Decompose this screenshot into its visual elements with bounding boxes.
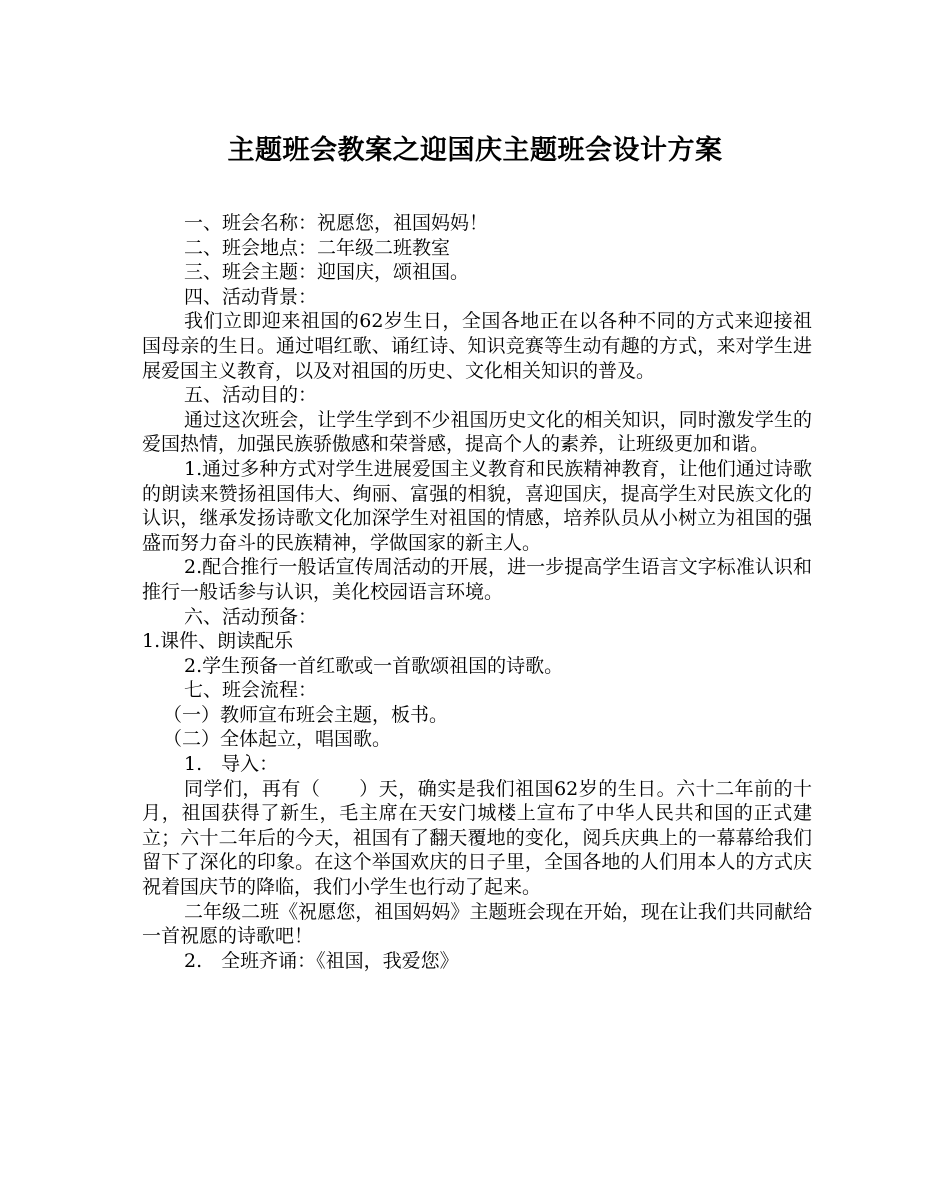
paragraph-activity-purpose: 通过这次班会，让学生学到不少祖国历史文化的相关知识，同时激发学生的爱国热情，加强民族骄傲感和荣誉感，提高个人的素养，让班级更加和谐。 [142, 408, 812, 456]
paragraph-class-meeting-theme: 三、班会主题：迎国庆，颂祖国。 [184, 261, 470, 284]
heading-activity-background: 四、活动背景： [184, 285, 318, 308]
heading-class-recitation: 2. 全班齐诵：《祖国，我爱您》 [184, 949, 459, 972]
heading-introduction: 1. 导入： [184, 753, 279, 776]
paragraph-process-step-2: （二）全体起立，唱国歌。 [163, 728, 392, 751]
paragraph-process-step-1: （一）教师宣布班会主题，板书。 [163, 703, 449, 726]
paragraph-preparation-item-1: 1.课件、朗读配乐 [142, 630, 294, 653]
paragraph-meeting-start: 二年级二班《祝愿您，祖国妈妈》主题班会现在开始，现在让我们共同献给一首祝愿的诗歌吧！ [142, 900, 812, 948]
paragraph-class-meeting-location: 二、班会地点：二年级二班教室 [184, 236, 451, 259]
paragraph-preparation-item-2: 2.学生预备一首红歌或一首歌颂祖国的诗歌。 [184, 654, 564, 677]
paragraph-activity-background: 我们立即迎来祖国的62岁生日，全国各地正在以各种不同的方式来迎接祖国母亲的生日。通过唱红歌、诵红诗、知识竞赛等生动有趣的方式，来对学生进展爱国主义教育，以及对祖国的历史、文化相关知识的普及。 [142, 310, 812, 382]
document-title: 主题班会教案之迎国庆主题班会设计方案 [227, 135, 723, 166]
heading-activity-purpose: 五、活动目的： [184, 384, 318, 407]
paragraph-class-meeting-name: 一、班会名称：祝愿您，祖国妈妈！ [184, 212, 489, 234]
paragraph-introduction: 同学们，再有（ ）天，确实是我们祖国62岁的生日。六十二年前的十月，祖国获得了新生，毛主席在天安门城楼上宣布了中华人民共和国的正式建立；六十二年后的今天，祖国有了翻天覆地的变化，阅兵庆典上的一幕幕给我们留下了深化的印象。在这个举国欢庆的日子里，全国各地的人们用本人的方式庆祝着国庆节的降临，我们小学生也行动了起来。 [142, 777, 812, 899]
heading-activity-preparation: 六、活动预备： [184, 605, 318, 628]
paragraph-purpose-item-1: 1.通过多种方式对学生进展爱国主义教育和民族精神教育，让他们通过诗歌的朗读来赞扬祖国伟大、绚丽、富强的相貌，喜迎国庆，提高学生对民族文化的认识，继承发扬诗歌文化加深学生对祖国的情感，培养队员从小树立为祖国的强盛而努力奋斗的民族精神，学做国家的新主人。 [142, 457, 812, 554]
paragraph-purpose-item-2: 2.配合推行一般话宣传周活动的开展，进一步提高学生语言文字标准认识和推行一般话参与认识，美化校园语言环境。 [142, 556, 812, 603]
document-body [142, 211, 812, 973]
heading-meeting-process: 七、班会流程： [184, 679, 318, 702]
